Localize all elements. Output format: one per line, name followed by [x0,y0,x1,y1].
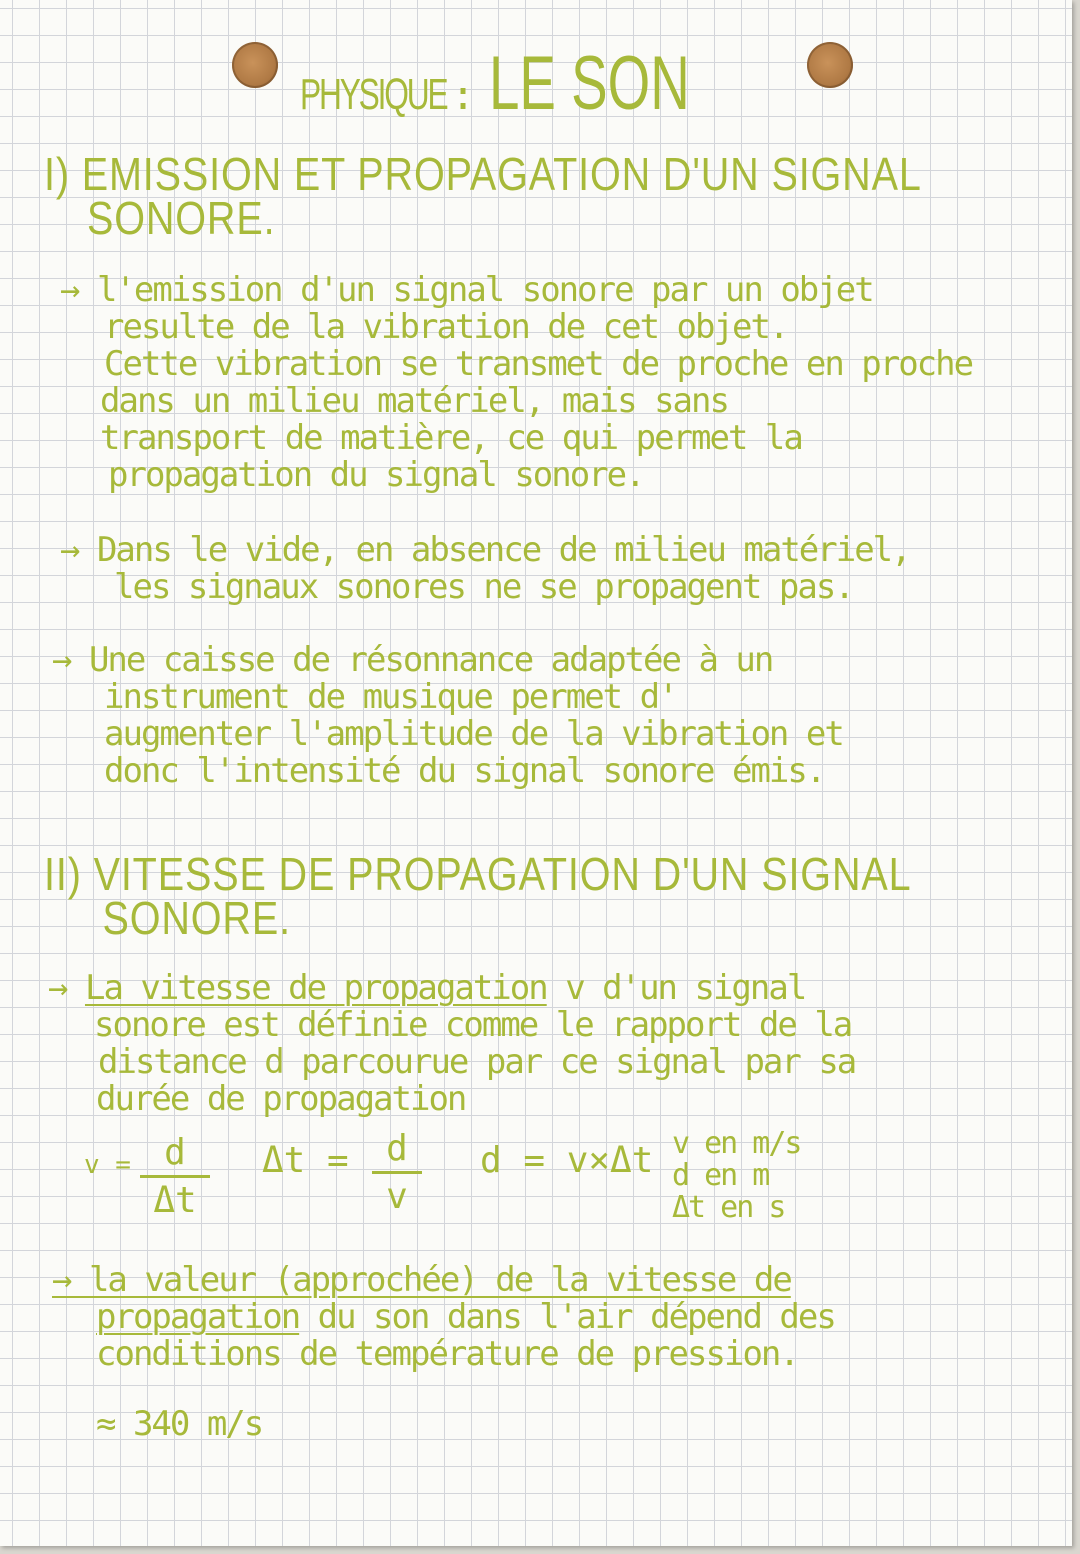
page-title [300,40,768,127]
text-line [52,1299,835,1336]
numerator: d [386,1128,408,1169]
text-line: → Dans le vide, en absence de milieu matériel, [60,530,910,570]
section-1-heading-line2: SONORE. [87,192,276,244]
text-line: Cette vibration se transmet de proche en proche [104,344,973,384]
section-2-heading-line2: SONORE. [102,892,291,944]
punch-hole-left [232,42,278,88]
text-fragment: v d'un signal [546,968,806,1008]
section-2-heading-line1: II) VITESSE DE PROPAGATION D'UN SIGNAL [44,848,912,900]
text-line: sonore est définie comme le rapport de la [94,1005,852,1045]
formula-distance: d = v×Δt [480,1140,654,1181]
arrow: → [48,968,67,1008]
text-line: augmenter l'amplitude de la vibration et [104,714,843,754]
text-line: instrument de musique permet d' [104,677,677,717]
formula-speed-lhs: v = [84,1150,131,1180]
text-line: resulte de la vibration de cet objet. [104,307,788,347]
text-line: → l'emission d'un signal sonore par un objet [60,270,873,310]
unit-line: Δt en s [672,1190,785,1225]
text-fragment: du son dans l'air dépend des [299,1297,835,1337]
text-line: → Une caisse de résonnance adaptée à un [52,640,773,680]
formula-speed-fraction [140,1132,210,1221]
title-topic: LE SON [488,41,690,126]
text-line: distance d parcourue par ce signal par sa [98,1042,856,1082]
text-line: → la valeur (approchée) de la vitesse de [52,1260,791,1300]
unit-line: d en m [672,1158,769,1193]
text-line: conditions de température de pression. [96,1334,798,1374]
text-line: les signaux sonores ne se propagent pas. [114,567,853,607]
title-separator: : [451,73,476,119]
paragraph-vacuum [60,532,910,606]
underlined-term: La vitesse de propagation [84,968,547,1008]
formula-duration-fraction [372,1128,422,1217]
text-line: durée de propagation [96,1079,466,1119]
unit-line: v en m/s [672,1126,801,1161]
formula-units [672,1128,801,1224]
text-line: dans un milieu matériel, mais sans [100,381,728,421]
denominator: v [386,1176,408,1217]
formula-duration-lhs: Δt = [262,1140,349,1181]
denominator: Δt [153,1180,197,1221]
paragraph-emission [60,272,972,494]
section-1-heading-line1: I) EMISSION ET PROPAGATION D'UN SIGNAL [44,148,922,200]
paragraph-speed-in-air [52,1262,835,1373]
paragraph-resonance [52,642,843,790]
text-line: propagation du signal sonore. [108,455,644,495]
punch-hole-right [807,42,853,88]
fraction-bar [372,1171,422,1174]
paragraph-speed-definition [48,970,855,1118]
fraction-bar [140,1175,210,1178]
underlined-term: propagation [96,1297,300,1337]
section-2-heading [44,848,912,944]
speed-value: ≈ 340 m/s [96,1404,263,1444]
numerator: d [164,1132,186,1173]
text-line [48,970,855,1007]
title-subject: PHYSIQUE [300,70,447,119]
section-1-heading [44,148,922,244]
text-line: transport de matière, ce qui permet la [100,418,802,458]
text-line: donc l'intensité du signal sonore émis. [104,751,825,791]
